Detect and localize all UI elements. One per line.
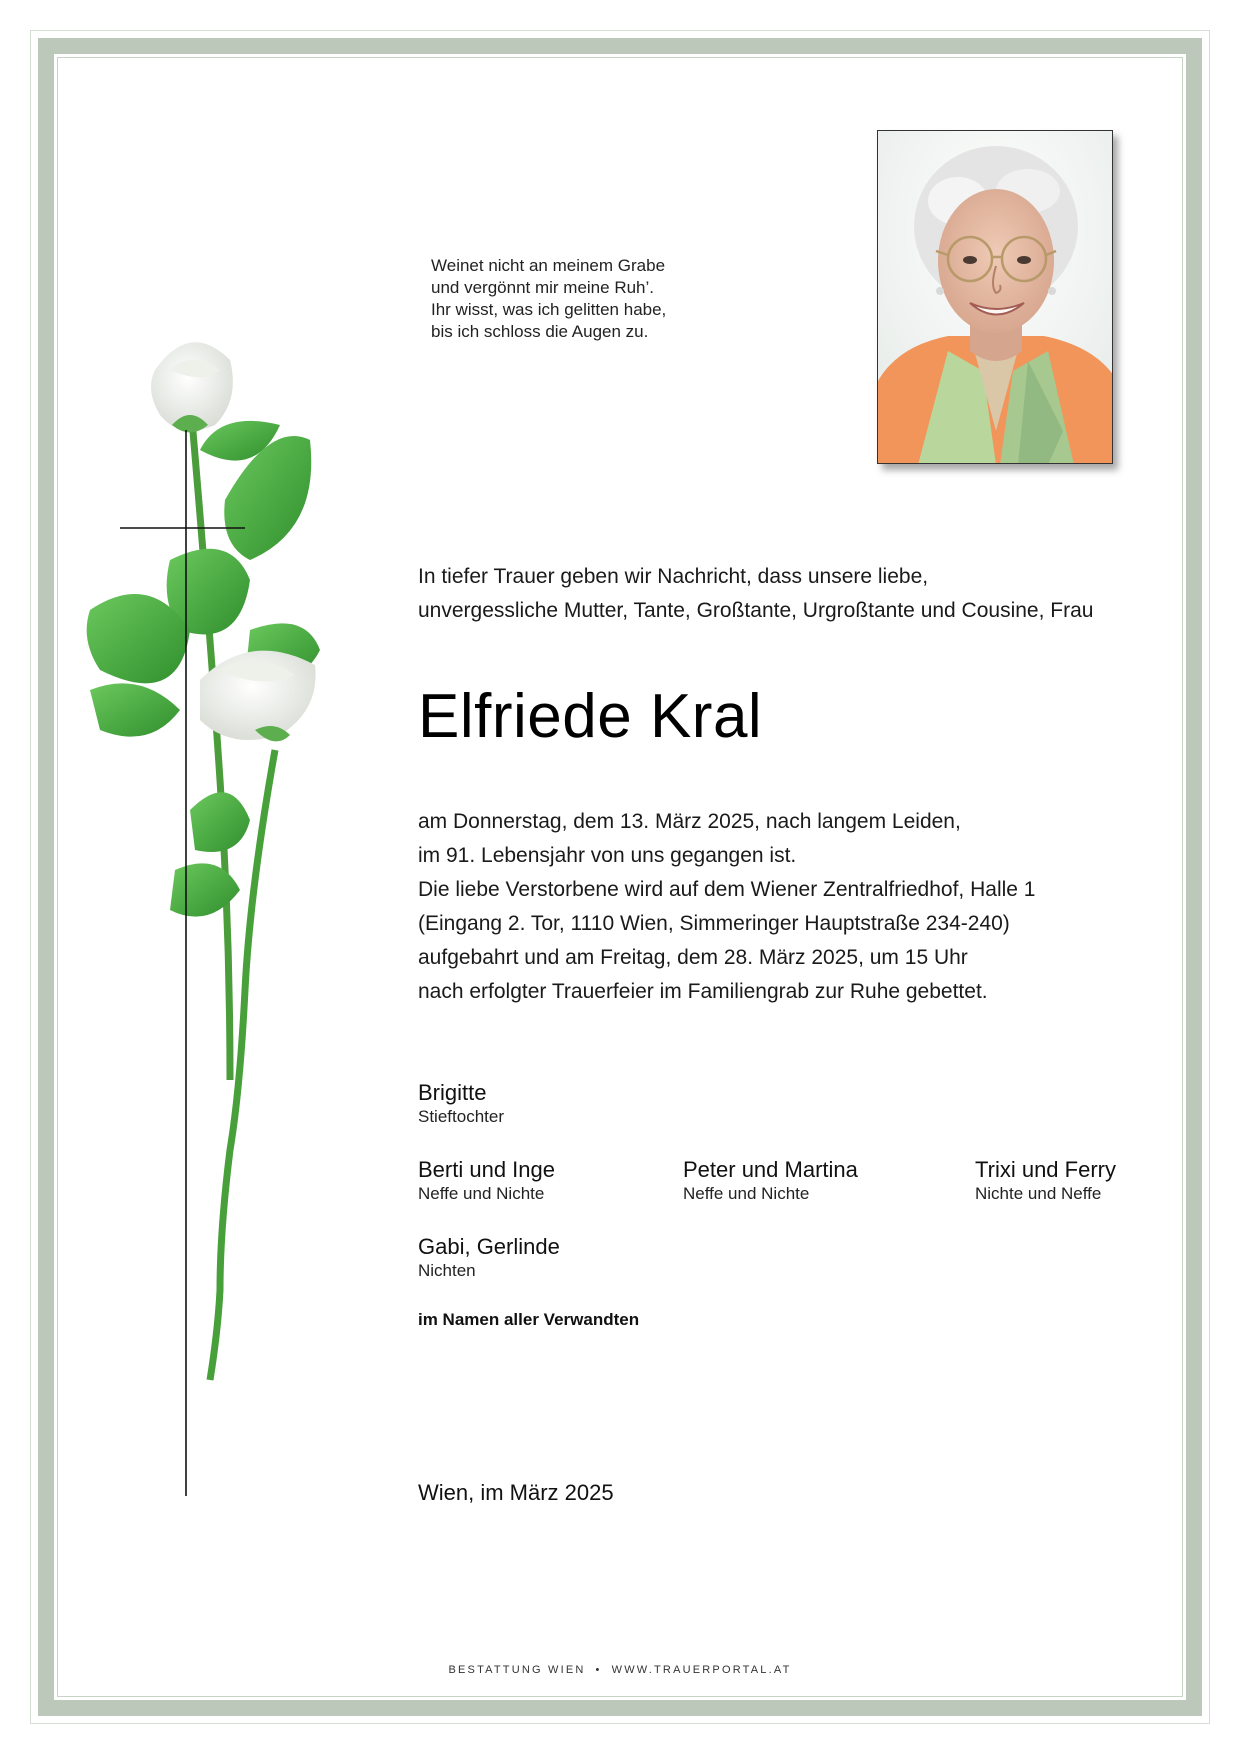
mourner bbox=[418, 1234, 560, 1282]
mourner-name: Peter und Martina bbox=[683, 1157, 858, 1182]
portrait-photo bbox=[877, 130, 1113, 464]
mourner-name: Trixi und Ferry bbox=[975, 1157, 1116, 1182]
mourner bbox=[683, 1157, 858, 1205]
place-date: Wien, im März 2025 bbox=[418, 1480, 614, 1505]
mourner-name: Brigitte bbox=[418, 1080, 487, 1105]
funeral-info-line: Die liebe Verstorbene wird auf dem Wiener Zentralfriedhof, Halle 1 bbox=[418, 878, 1036, 901]
rose-illustration bbox=[80, 330, 360, 1410]
deceased-name: Elfriede Kral bbox=[418, 682, 763, 751]
intro-line: unvergessliche Mutter, Tante, Großtante, Urgroßtante und Cousine, Frau bbox=[418, 599, 1094, 622]
closing-text: im Namen aller Verwandten bbox=[418, 1310, 640, 1329]
footer-website-link[interactable]: WWW.TRAUERPORTAL.AT bbox=[611, 1664, 792, 1676]
poem-line: und vergönnt mir meine Ruh’. bbox=[431, 278, 655, 297]
mourner-relation: Neffe und Nichte bbox=[683, 1184, 810, 1203]
death-info-line: am Donnerstag, dem 13. März 2025, nach langem Leiden, bbox=[418, 810, 961, 833]
mourner bbox=[418, 1157, 555, 1205]
mourner-name: Berti und Inge bbox=[418, 1157, 555, 1182]
mourner bbox=[975, 1157, 1116, 1205]
mourner-relation: Nichte und Neffe bbox=[975, 1184, 1102, 1203]
mourner bbox=[418, 1080, 504, 1128]
mourner-relation: Nichten bbox=[418, 1261, 476, 1280]
funeral-info-line: nach erfolgter Trauerfeier im Familiengrab zur Ruhe gebettet. bbox=[418, 980, 988, 1003]
poem bbox=[431, 255, 761, 343]
intro-line: In tiefer Trauer geben wir Nachricht, dass unsere liebe, bbox=[418, 565, 929, 588]
footer-separator: • bbox=[595, 1664, 602, 1676]
death-info-line: im 91. Lebensjahr von uns gegangen ist. bbox=[418, 844, 797, 867]
funeral-info-line: (Eingang 2. Tor, 1110 Wien, Simmeringer Hauptstraße 234-240) bbox=[418, 912, 1010, 935]
details-text bbox=[418, 805, 1035, 1009]
portrait-illustration bbox=[878, 131, 1113, 464]
mourner-relation: Stieftochter bbox=[418, 1107, 504, 1126]
footer bbox=[0, 1664, 1240, 1676]
mourner-name: Gabi, Gerlinde bbox=[418, 1234, 560, 1259]
intro-text bbox=[418, 560, 1093, 628]
footer-company: BESTATTUNG WIEN bbox=[448, 1664, 586, 1676]
poem-line: bis ich schloss die Augen zu. bbox=[431, 322, 649, 341]
funeral-info-line: aufgebahrt und am Freitag, dem 28. März 2025, um 15 Uhr bbox=[418, 946, 968, 969]
poem-line: Ihr wisst, was ich gelitten habe, bbox=[431, 300, 667, 319]
mourner-relation: Neffe und Nichte bbox=[418, 1184, 545, 1203]
poem-line: Weinet nicht an meinem Grabe bbox=[431, 256, 666, 275]
